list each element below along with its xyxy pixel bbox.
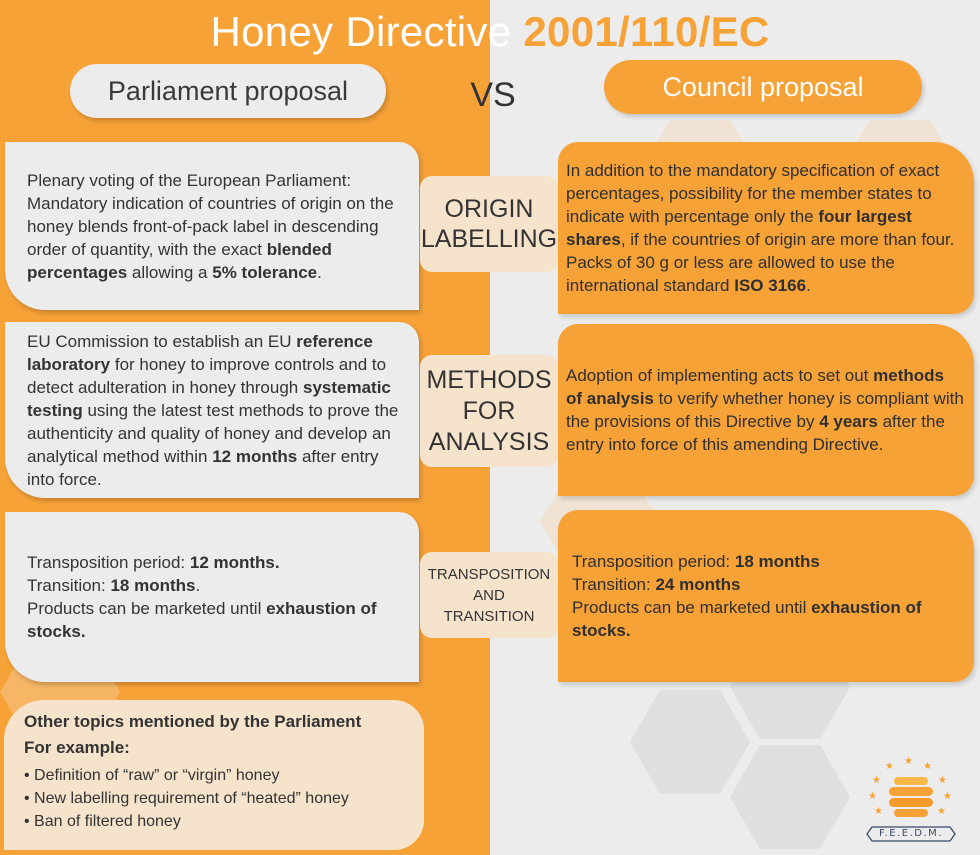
other-topics-subheading: For example: (24, 738, 130, 757)
svg-text:★: ★ (923, 761, 932, 772)
transposition-label-text: TRANSPOSITION AND TRANSITION (427, 565, 551, 625)
page-title (0, 8, 980, 56)
svg-text:★: ★ (874, 806, 883, 817)
parliament-methods-text: EU Commission to establish an EU reference laboratory for honey to improve controls and to detect adulteration in honey through systematic testing using the latest test methods to prove the authenticity and quality of honey and develop an analytical method within 12 months after entry into force. (27, 331, 399, 489)
feedm-logo-text: F.E.E.D.M. (878, 828, 943, 839)
svg-text:★: ★ (872, 775, 881, 786)
council-transposition-text: Transposition period: 18 months Transition: 24 months Products can be marketed until exhaustion of stocks. (572, 552, 922, 640)
svg-text:★: ★ (943, 791, 952, 802)
other-topics-box (4, 700, 424, 850)
svg-text:★: ★ (885, 761, 894, 772)
council-origin-card (558, 142, 974, 314)
council-header: Council proposal (604, 60, 922, 114)
list-item: • New labelling requirement of “heated” honey (24, 787, 414, 810)
svg-text:★: ★ (868, 791, 877, 802)
parliament-transposition-text: Transposition period: 12 months. Transition: 18 months. Products can be marketed until exhaustion of stocks. (27, 553, 377, 641)
other-topics-list (24, 764, 414, 833)
origin-label-text: ORIGIN LABELLING (420, 195, 558, 253)
council-methods-card (558, 324, 974, 496)
section-label-origin (420, 176, 558, 272)
methods-label-text: METHODS FOR ANALYSIS (426, 365, 552, 456)
list-item: • Ban of filtered honey (24, 810, 414, 833)
parliament-transposition-card (5, 512, 419, 682)
section-label-methods (420, 355, 558, 467)
title-code: 2001/110/EC (523, 8, 770, 55)
title-main: Honey Directive (210, 8, 512, 55)
parliament-origin-card (5, 142, 419, 310)
council-transposition-card (558, 510, 974, 682)
list-item: • Definition of “raw” or “virgin” honey (24, 764, 414, 787)
parliament-header: Parliament proposal (70, 64, 386, 118)
parliament-origin-text: Plenary voting of the European Parliament: Mandatory indication of countries of origin on the honey blends front-of-pack label in descending order of quantity, with the exact blended percentages allowing a 5% tolerance. (27, 170, 394, 282)
section-label-transposition (420, 552, 558, 638)
svg-text:★: ★ (937, 806, 946, 817)
council-origin-text: In addition to the mandatory specification of exact percentages, possibility for the member states to indicate with percentage only the four largest shares, if the countries of origin are more than four. Packs of 30 g or less are allowed to use the international standard ISO 3166. (566, 161, 955, 295)
svg-text:★: ★ (904, 756, 913, 767)
other-topics-heading: Other topics mentioned by the Parliament (24, 712, 362, 731)
svg-text:★: ★ (938, 775, 947, 786)
feedm-logo (856, 755, 966, 845)
parliament-methods-card (5, 322, 419, 498)
council-methods-text: Adoption of implementing acts to set out methods of analysis to verify whether honey is compliant with the provisions of this Directive by 4 years after the entry into force of this amending Directive. (566, 366, 964, 454)
vs-label: VS (470, 76, 516, 114)
